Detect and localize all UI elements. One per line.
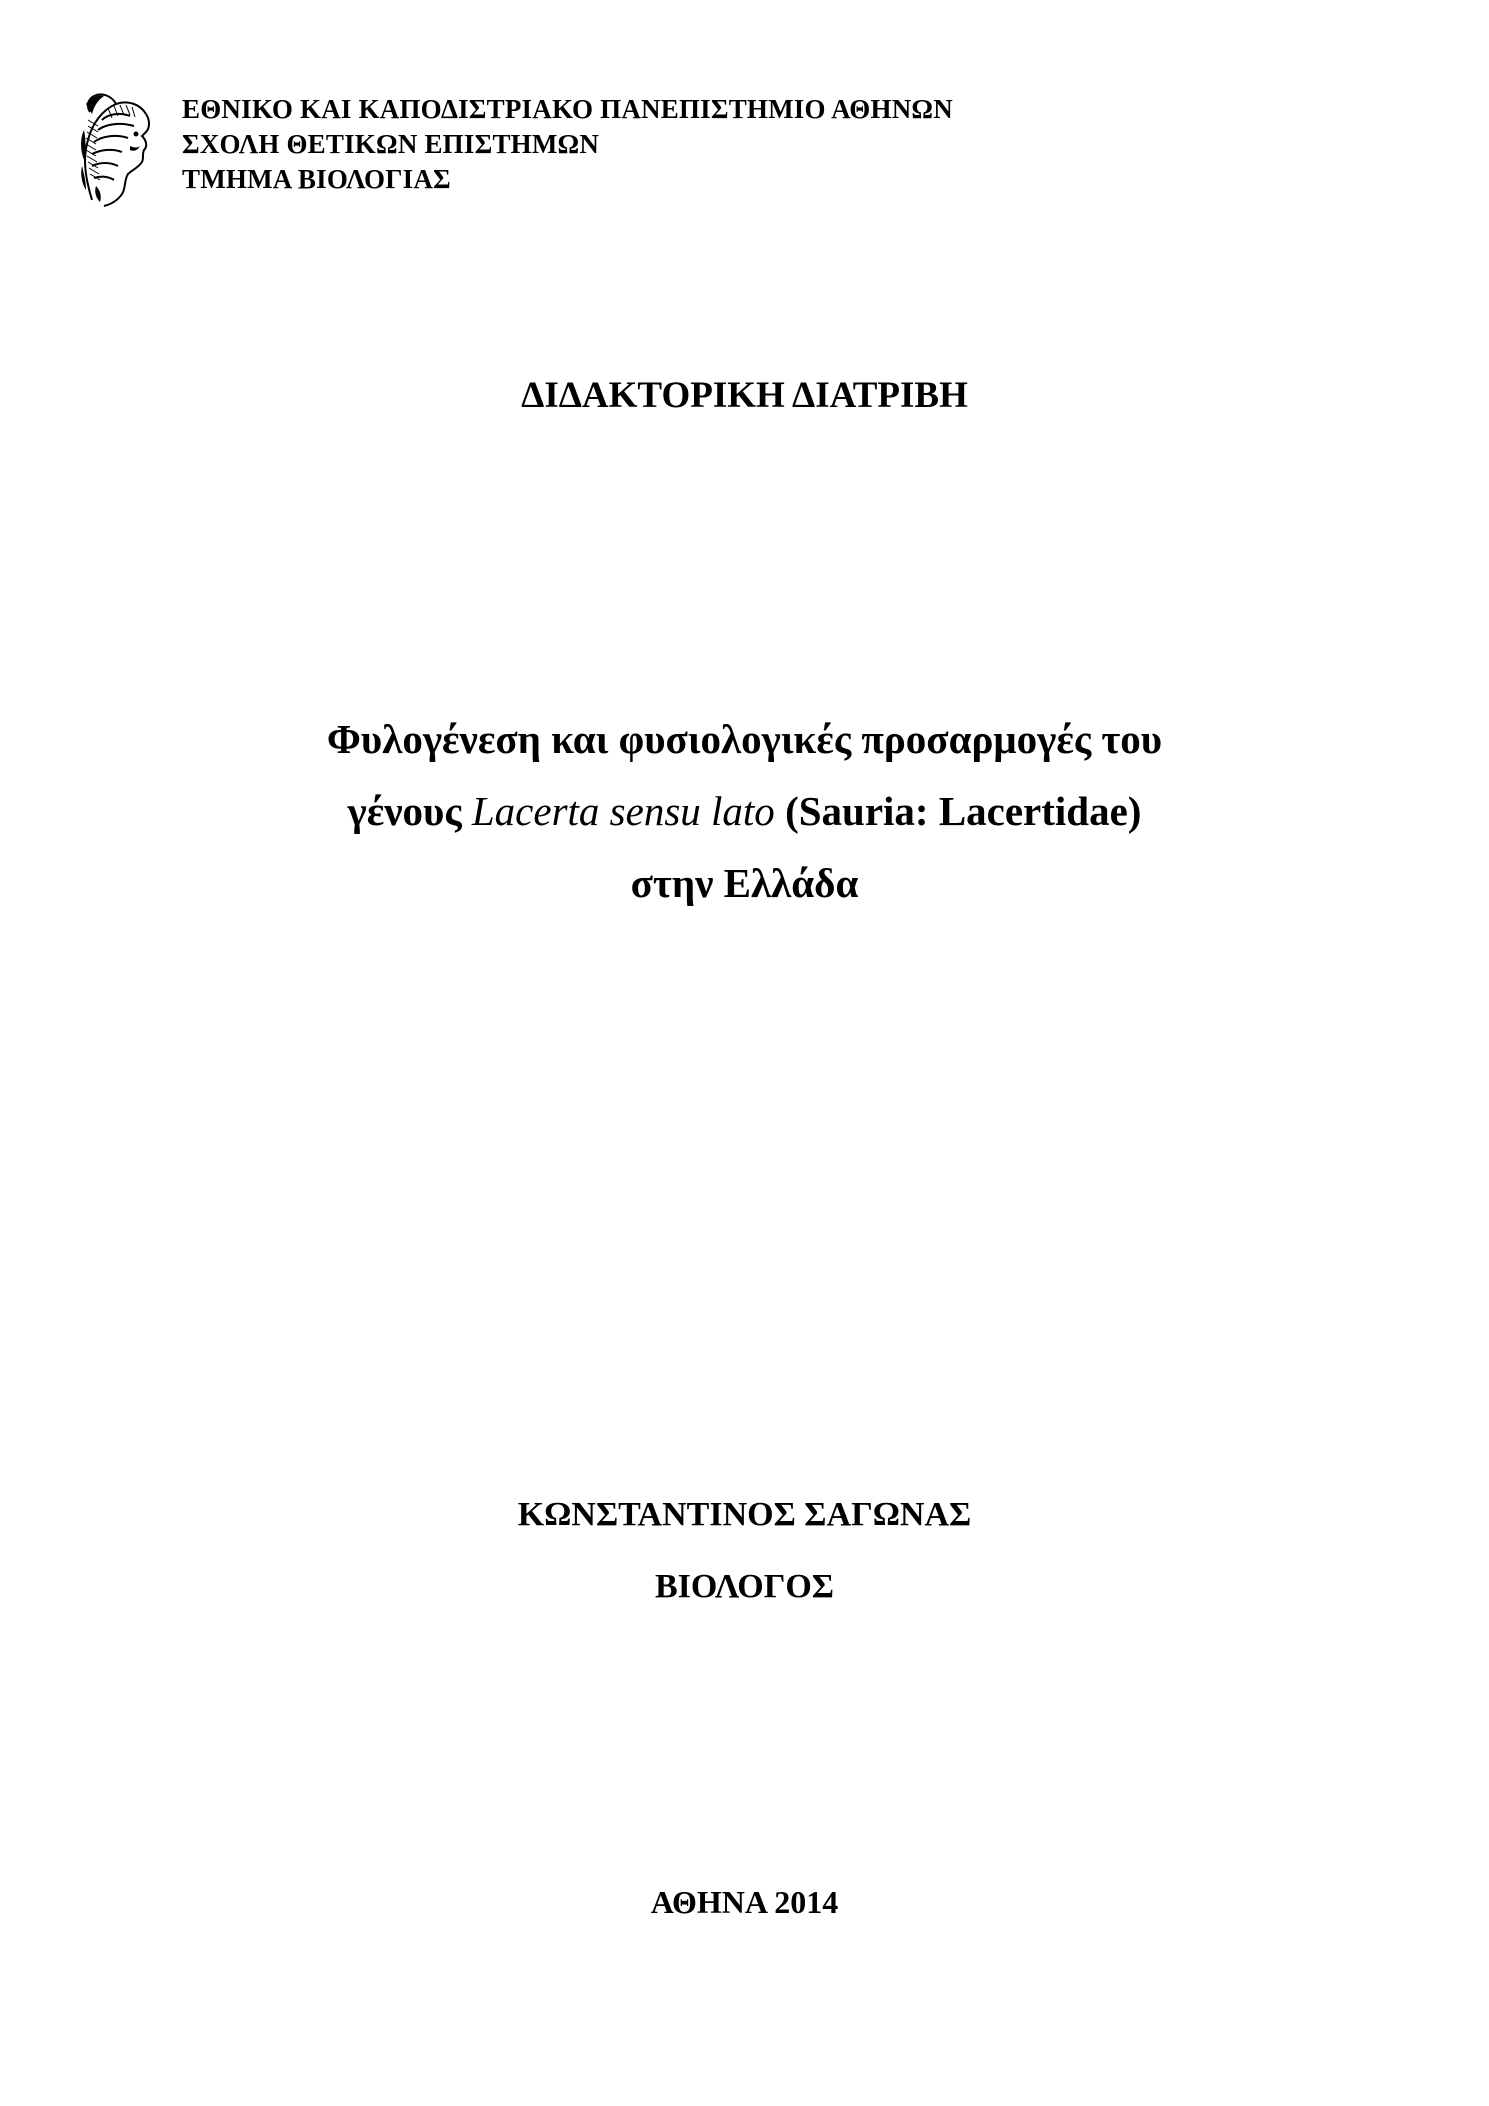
title-species-name: Lacerta sensu lato [471, 788, 775, 834]
header-text-block [182, 90, 953, 197]
title-line-3: στην Ελλάδα [630, 860, 859, 906]
document-type: ΔΙΔΑΚΤΟΡΙΚΗ ΔΙΑΤΡΙΒΗ [521, 375, 968, 416]
author-name: ΚΩΝΣΤΑΝΤΙΝΟΣ ΣΑΓΩΝΑΣ [517, 1496, 972, 1533]
title-line-2-suffix: (Sauria: Lacertidae) [774, 788, 1142, 834]
title-line-1: Φυλογένεση και φυσιολογικές προσαρμογές του [326, 716, 1163, 762]
athena-head-logo-icon [72, 90, 158, 210]
university-header [72, 90, 953, 210]
school-name: ΣΧΟΛΗ ΘΕΤΙΚΩΝ ΕΠΙΣΤΗΜΩΝ [182, 129, 600, 159]
title-line-2-prefix: γένους [347, 788, 472, 834]
author-profession: ΒΙΟΛΟΓΟΣ [654, 1568, 834, 1605]
university-name: ΕΘΝΙΚΟ ΚΑΙ ΚΑΠΟΔΙΣΤΡΙΑΚΟ ΠΑΝΕΠΙΣΤΗΜΙΟ ΑΘΗΝΩΝ [182, 94, 953, 124]
department-name: ΤΜΗΜΑ ΒΙΟΛΟΓΙΑΣ [182, 164, 451, 194]
place-and-year: ΑΘΗΝΑ 2014 [650, 1884, 839, 1920]
title-line-2 [0, 775, 1489, 847]
thesis-title [0, 703, 1489, 919]
